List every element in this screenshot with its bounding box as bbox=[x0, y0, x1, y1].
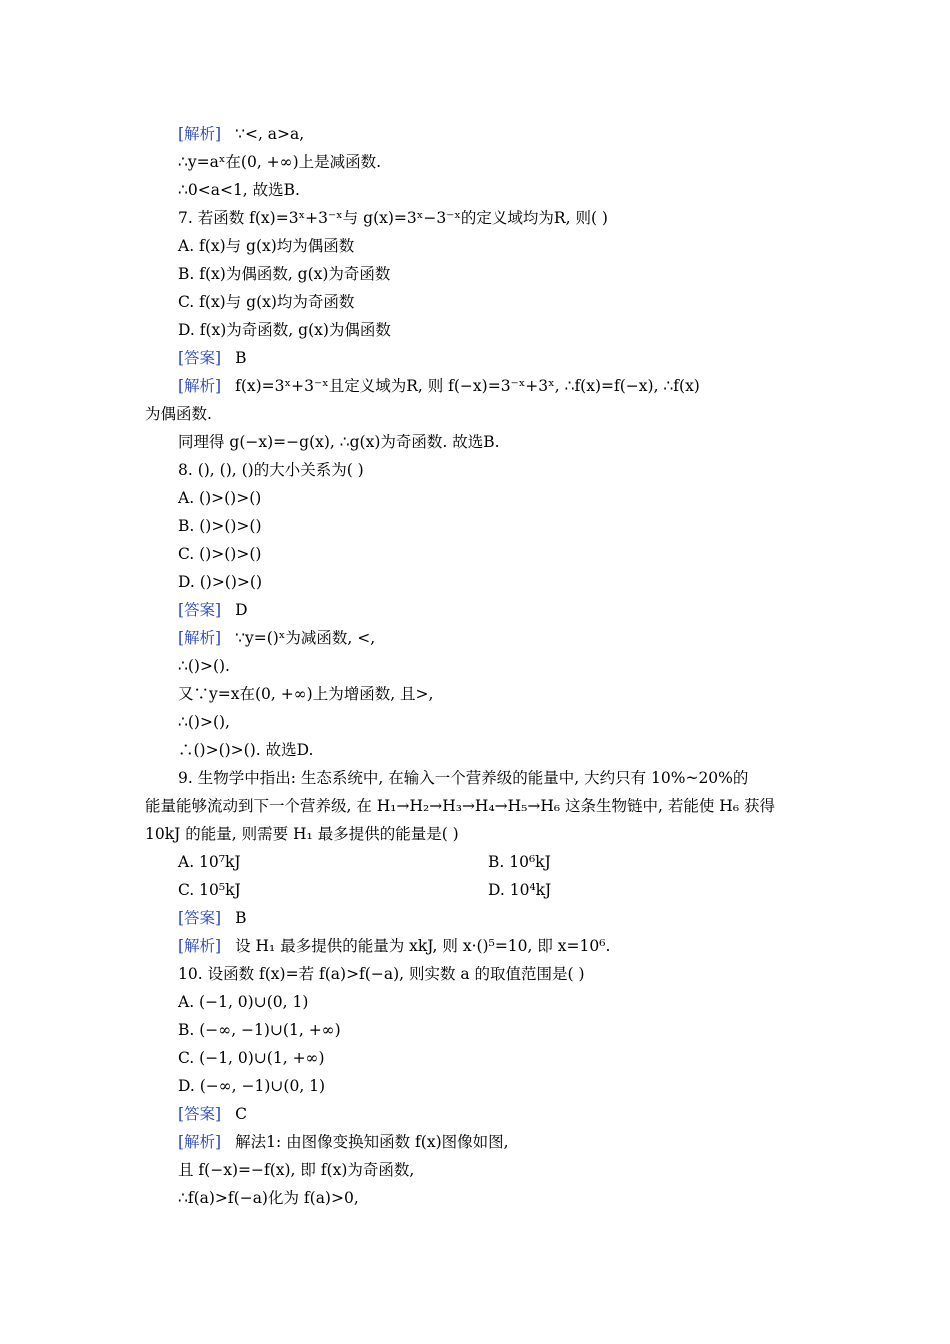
analysis-tag: [解析] bbox=[178, 937, 222, 955]
option-c: C. f(x)与 g(x)均为奇函数 bbox=[178, 293, 355, 311]
option-b: B. 10⁶kJ bbox=[488, 853, 551, 871]
option-c: C. ()>()>() bbox=[178, 545, 262, 563]
option-b: B. (−∞, −1)∪(1, +∞) bbox=[178, 1021, 341, 1039]
answer-tag: [答案] bbox=[178, 1105, 222, 1123]
option-b: B. ()>()>() bbox=[178, 517, 262, 535]
analysis-tag: [解析] bbox=[178, 1133, 222, 1151]
answer-line bbox=[178, 908, 247, 928]
analysis-line bbox=[178, 628, 375, 648]
analysis-line bbox=[178, 124, 304, 144]
analysis-text: 设 H₁ 最多提供的能量为 xkJ, 则 x·()⁵=10, 即 x=10⁶. bbox=[235, 937, 611, 955]
analysis-text: ∵y=()ˣ为减函数, <, bbox=[235, 629, 376, 647]
option-c: C. (−1, 0)∪(1, +∞) bbox=[178, 1049, 325, 1067]
option-row bbox=[178, 880, 552, 900]
question-8: 8. (), (), ()的大小关系为( ) bbox=[178, 461, 364, 479]
text-line: 又∵y=x在(0, +∞)上为增函数, 且>, bbox=[178, 685, 434, 703]
analysis-text: f(x)=3ˣ+3⁻ˣ且定义域为R, 则 f(−x)=3⁻ˣ+3ˣ, ∴f(x)=f(−x), ∴f(x) bbox=[235, 377, 700, 395]
option-d: D. ()>()>() bbox=[178, 573, 262, 591]
answer-tag: [答案] bbox=[178, 909, 222, 927]
option-d: D. f(x)为奇函数, g(x)为偶函数 bbox=[178, 321, 391, 339]
answer-value: C bbox=[235, 1105, 247, 1123]
option-d: D. 10⁴kJ bbox=[488, 881, 552, 899]
text-line: ∴()>(), bbox=[178, 713, 230, 731]
text-line: ∴()>()>(). 故选D. bbox=[178, 741, 314, 759]
answer-value: D bbox=[235, 601, 248, 619]
answer-value: B bbox=[235, 909, 247, 927]
option-d: D. (−∞, −1)∪(0, 1) bbox=[178, 1077, 326, 1095]
analysis-line bbox=[178, 376, 700, 396]
text-line: ∴0<a<1, 故选B. bbox=[178, 181, 300, 199]
answer-line bbox=[178, 1104, 247, 1124]
text-line: 10kJ 的能量, 则需要 H₁ 最多提供的能量是( ) bbox=[145, 825, 459, 843]
analysis-tag: [解析] bbox=[178, 629, 222, 647]
text-line: ∴()>(). bbox=[178, 657, 230, 675]
answer-line bbox=[178, 348, 247, 368]
option-row bbox=[178, 852, 551, 872]
option-a: A. ()>()>() bbox=[178, 489, 262, 507]
text-line: ∴y=aˣ在(0, +∞)上是减函数. bbox=[178, 153, 382, 171]
analysis-text: ∵<, a>a, bbox=[235, 125, 305, 143]
analysis-tag: [解析] bbox=[178, 377, 222, 395]
option-b: B. f(x)为偶函数, g(x)为奇函数 bbox=[178, 265, 391, 283]
option-a: A. 10⁷kJ bbox=[178, 853, 241, 871]
analysis-tag: [解析] bbox=[178, 125, 222, 143]
text-line: 同理得 g(−x)=−g(x), ∴g(x)为奇函数. 故选B. bbox=[178, 433, 500, 451]
answer-tag: [答案] bbox=[178, 601, 222, 619]
text-line: 为偶函数. bbox=[145, 405, 212, 423]
analysis-text: 解法1: 由图像变换知函数 f(x)图像如图, bbox=[235, 1133, 509, 1151]
question-7: 7. 若函数 f(x)=3ˣ+3⁻ˣ与 g(x)=3ˣ−3⁻ˣ的定义域均为R, 则( ) bbox=[178, 209, 608, 227]
analysis-line bbox=[178, 936, 610, 956]
option-a: A. (−1, 0)∪(0, 1) bbox=[178, 993, 309, 1011]
text-line: 能量能够流动到下一个营养级, 在 H₁→H₂→H₃→H₄→H₅→H₆ 这条生物链中, 若能使 H₆ 获得 bbox=[145, 797, 775, 815]
text-line: ∴f(a)>f(−a)化为 f(a)>0, bbox=[178, 1189, 359, 1207]
option-a: A. f(x)与 g(x)均为偶函数 bbox=[178, 237, 355, 255]
answer-tag: [答案] bbox=[178, 349, 222, 367]
answer-line bbox=[178, 600, 248, 620]
answer-value: B bbox=[235, 349, 247, 367]
question-9: 9. 生物学中指出: 生态系统中, 在输入一个营养级的能量中, 大约只有 10%~20%的 bbox=[178, 769, 749, 787]
text-line: 且 f(−x)=−f(x), 即 f(x)为奇函数, bbox=[178, 1161, 415, 1179]
option-c: C. 10⁵kJ bbox=[178, 881, 241, 899]
analysis-line bbox=[178, 1132, 509, 1152]
question-10: 10. 设函数 f(x)=若 f(a)>f(−a), 则实数 a 的取值范围是( ) bbox=[178, 965, 585, 983]
